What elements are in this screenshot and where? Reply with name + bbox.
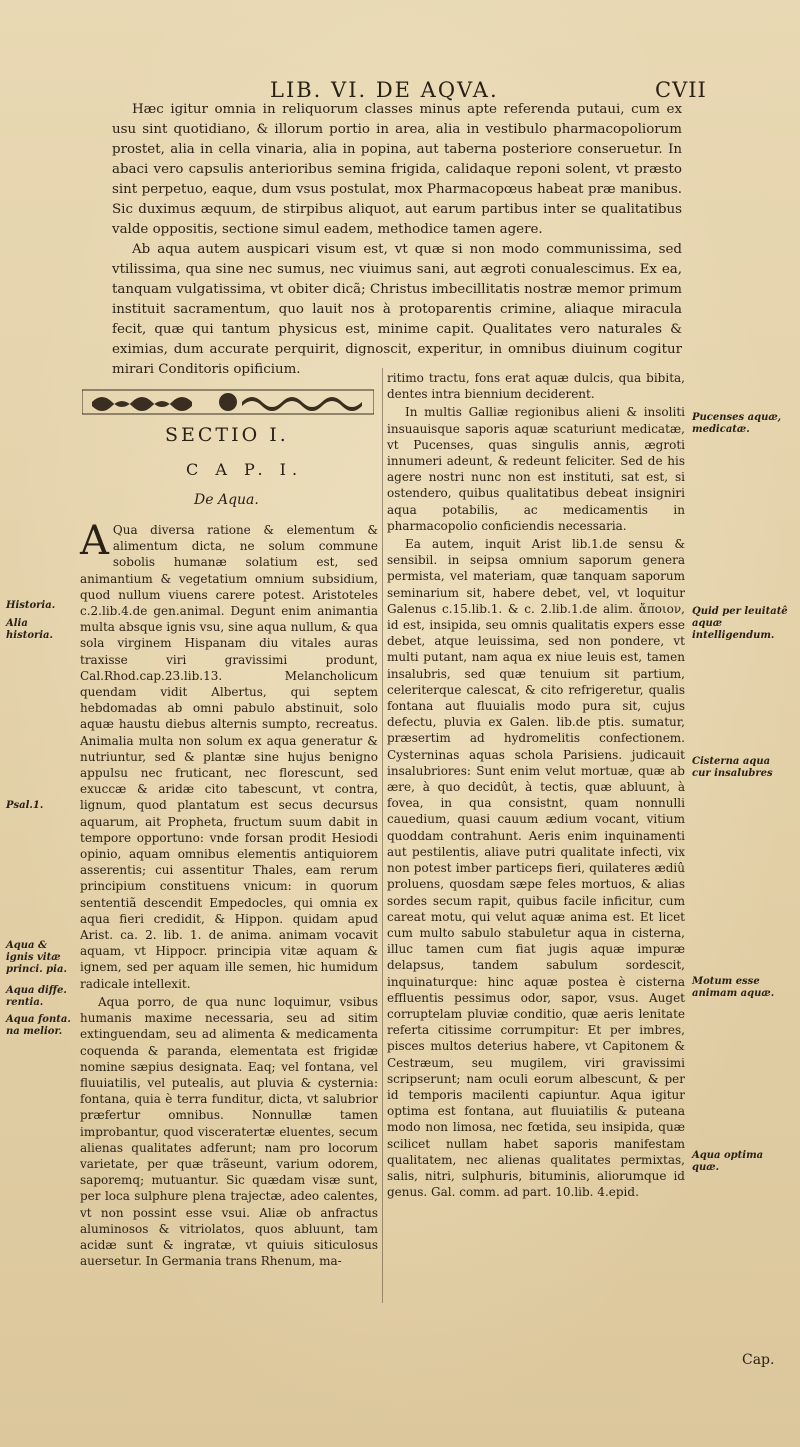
chapter-title: C A P. I. [186, 460, 304, 479]
intro-paragraph: Hæc igitur omnia in reliquorum classes minus apte referenda putaui, cum ex usu sint quotidiano, & illorum portio in area, alia in vestibulo pharmacopoliorum prostet, alia in cella vinaria, alia in popina, aut taberna posteriore conseruetur. In abaci vero capsulis anterioribus semina frigida, calidaque reponi solent, vt præsto sint perpetuo, eaque, dum vsus postulat, mox Pharmacopœus habeat præ manibus. Sic duximus æquum, de stirpibus aliquot, aut earum partibus inter se qualitatibus valde oppositis, sectione simul eadem, methodice tamen agere. [112, 102, 682, 237]
margin-note: Historia. [6, 600, 56, 611]
margin-note: Quid per leuitatê aquæ intelligendum. [692, 606, 788, 641]
margin-note: Motum esse animam aquæ. [692, 976, 775, 999]
left-paragraph: Aqua porro, de qua nunc loquimur, vsibus humanis maxime necessaria, seu ad sitim extinguendam, seu ad alimenta & medicamenta coquenda & paranda, elementata est frigidæ nomine sæpius designata. Eaq; vel fontana, vel fluuiatilis, vel putealis, aut pluvia & cysternia: fontana, quia è terra funditur, dicta, vt salubrior præfertur omnibus. Nonnullæ tamen improbantur, quod visceratertæ eluentes, secum alienas qualitates adferunt; nam pro locorum varietate, per quæ trãseunt, varium odorem, saporemq; mutuantur. Sic quædam visæ sunt, per loca sulphure plena trajectæ, adeo calentes, vt non possint esse vsui. Aliæ ob anfractus aluminosos & vitriolatos, quos abluunt, tam acidæ sunt & ingratæ, vt quiuis siticulosus auersetur. In Germania trans Rhenum, ma- [80, 994, 378, 1269]
catchword: Cap. [742, 1352, 775, 1368]
right-paragraph: Ea autem, inquit Arist lib.1.de sensu & sensibil. in seipsa omnium saporum genera permista, vel materiam, quæ tanquam saporum seminarium sit, habere debet, vel, vt loquitur Galenus c.15.lib.1. & c. 2.lib.1.de alim. ἄποιον, id est, insipida, seu omnis qualitatis expers esse debet, atque leuissima, sed non pondere, vt multi putant, nam aqua ex niue leuis est, tamen insalubris, sed quæ tenuium sit partium, celeriterque calescat, & cito refrigeretur, qualis fontana aut fluuialis modo pura sit, cujus defectu, pluvia ex Galen. lib.de ptis. sumatur, præsertim ad hydromelitis confectionem. Cysterninas aquas schola Parisiens. judicauit insalubriores: Sunt enim velut mortuæ, quæ ab ære, à quo decidût, à tectis, quæ abluunt, à fovea, in qua consistnt, quam nonnulli cauedium, quasi cauum ædium vocant, vitium quoddam contrahunt. Aeris enim inquinamenti aut pestilentis, aliave putri qualitate infecti, vix non potest imber particeps fieri, quilateres ædiû proluens, quosdam sæpe feles mortuos, & alias sordes secum rapit, quibus facile inficitur, cum careat motu, qui velut aquæ anima est. Et licet cum multo sabulo stabuletur aqua in cisterna, illuc tamen cum fiat jugis aquæ impuræ delapsus, tandem sabulum sordescit, inquinaturque: hinc aquæ postea è cisterna effluentis pessimus odor, sapor, vsus. Auget corruptelam pluviæ conditio, quæ aeris lenitate referta citissime corrumpitur: Et per imbres, pisces multos deterius habere, vt Capitonem & Cestræum, seu mugilem, viri gravissimi scripserunt; nam oculi eorum albescunt, & per id temporis macilenti capiuntur. Aqua igitur optima est fontana, aut fluuiatilis & puteana modo non limosa, nec fœtida, seu insipida, quæ scilicet nullam habet saporis manifestam qualitatem, nec alienas qualitates permixtas, salis, nitri, sulphuris, bituminis, aliorumque id genus. Gal. comm. ad part. 10.lib. 4.epid. [387, 537, 685, 1200]
running-title: LIB. VI. DE AQVA. [270, 78, 499, 102]
margin-note: Pucenses aquæ, medicatæ. [692, 412, 782, 435]
page-number: CVII [655, 78, 707, 102]
section-title: SECTIO I. [165, 424, 289, 446]
decorative-headpiece [82, 388, 374, 416]
right-paragraph: In multis Galliæ regionibus alieni & insoliti insuauisque saporis aquæ scaturiunt medicatæ, vt Pucenses, quas singulis annis, ægroti innumeri adeunt, & redeunt feliciter. Sed de his agere nostri nunc non est instituti, sat est, si ostendero, quibus qualitatibus debeat insigniri aqua potabilis, ac medicamentis in pharmacopolio conficiendis necessaria. [387, 405, 685, 533]
chapter-subtitle: De Aqua. [194, 492, 259, 508]
left-paragraph: A Qua diversa ratione & elementum & alimentum dicta, ne solum commune sobolis humanæ solatium est, sed animantium & vegetatium omnium subsidium, quod nullum viuens carere potest. Aristoteles c.2.lib.4.de gen.animal. Degunt enim animantia multa absque ignis vsu, sine aqua nullum, & qua sola virginem Hispanam diu vitales auras traxisse viri gravissimi produnt, Cal.Rhod.cap.23.lib.13. Melancholicum quendam vidit Albertus, qui septem hebdomadas ab omni pabulo abstinuit, solo aquæ haustu diebus alternis sumpto, recreatus. Animalia multa non solum ex aqua generatur & nutriuntur, sed & plantæ sine hujus benigno appulsu nec fruticant, nec florescunt, sed exuccæ & aridæ cito tabescunt, vt contra, lignum, quod plantatum est secus decursus aquarum, ait Propheta, fructum suum dabit in tempore opportuno: vnde forsan prodit Hesiodi opinio, aquam omnibus elementis antiquiorem asserentis; cui assentitur Thales, eam rerum principium constituens vnicum: in quorum sententiã descendit Empedocles, qui omnia ex aqua fieri credidit, & Hippon. quidam apud Arist. ca. 2. lib. 1. de anima. animam vocavit aquam, vt Hippocr. principia vitæ aquam & ignem, sed per aquam ille semen, hic humidum radicale intellexit. [80, 518, 378, 991]
intro-text [112, 100, 682, 380]
right-paragraph: ritimo tractu, fons erat aquæ dulcis, qua bibita, dentes intra biennium deciderent. [387, 371, 685, 402]
intro-paragraph: Ab aqua autem auspicari visum est, vt quæ si non modo communissima, sed vtilissima, qua sine nec sumus, nec viuimus sani, aut ægroti conualescimus. Ex ea, tanquam vulgatissima, vt obiter dicã; Christus imbecillitatis nostræ memor primum instituit sacramentum, quo lauit nos à protoparentis crimine, aliaque miracula fecit, quæ qui tantum physicus est, minime capit. Qualitates vero naturales & eximias, dum accurate perquirit, dignoscit, experitur, in omnibus diuinum cogitur mirari Conditoris opificium. [112, 242, 682, 377]
drop-capital: A [80, 518, 109, 564]
margin-note: Aqua optima quæ. [692, 1150, 764, 1173]
margin-note: Aqua & ignis vitæ princi. pia. [6, 940, 67, 975]
margin-note: Cisterna aqua cur insalubres [692, 756, 773, 779]
right-column [387, 370, 685, 1202]
margin-note: Aqua fonta. na melior. [6, 1014, 71, 1037]
margin-note: Psal.1. [6, 800, 44, 811]
margin-note: Alia historia. [6, 618, 54, 641]
margin-note: Aqua diffe. rentia. [6, 985, 67, 1008]
column-divider [382, 368, 383, 1303]
left-column [80, 518, 378, 1271]
